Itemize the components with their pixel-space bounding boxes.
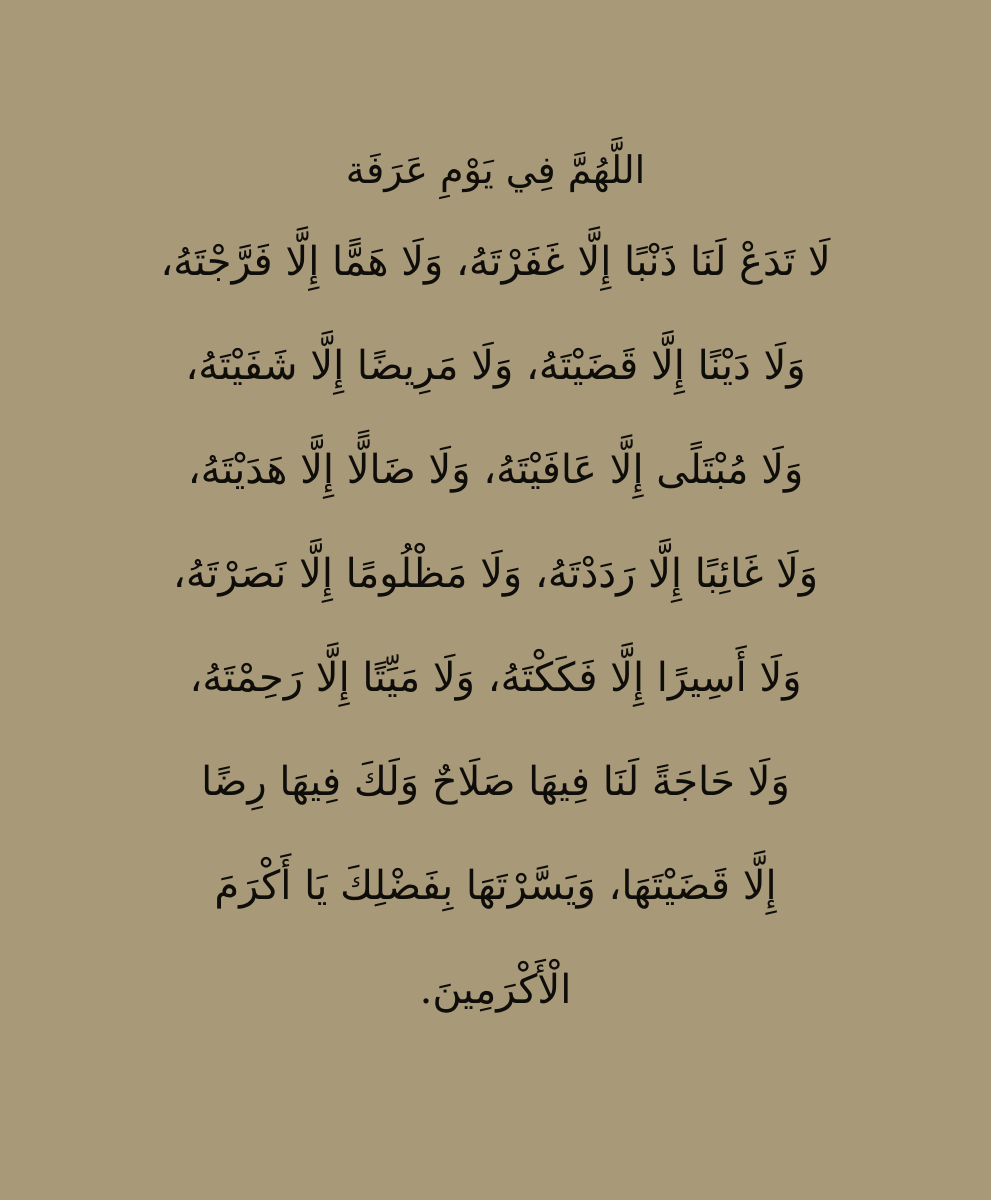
dua-text-block	[120, 140, 871, 1042]
dua-line: إِلَّا قَضَيْتَهَا، وَيَسَّرْتَهَا بِفَضْلِكَ يَا أَكْرَمَ	[214, 863, 777, 909]
dua-line: لَا تَدَعْ لَنَا ذَنْبًا إِلَّا غَفَرْتَهُ، وَلَا هَمًّا إِلَّا فَرَّجْتَهُ،	[160, 239, 831, 285]
dua-line: وَلَا أَسِيرًا إِلَّا فَكَكْتَهُ، وَلَا مَيِّتًا إِلَّا رَحِمْتَهُ،	[189, 655, 802, 701]
dua-line: وَلَا غَائِبًا إِلَّا رَدَدْتَهُ، وَلَا مَظْلُومًا إِلَّا نَصَرْتَهُ،	[172, 551, 819, 597]
dua-title: اللَّهُمَّ فِي يَوْمِ عَرَفَة	[345, 148, 646, 192]
dua-line: الْأَكْرَمِينَ.	[419, 967, 572, 1013]
dua-line: وَلَا دَيْنًا إِلَّا قَضَيْتَهُ، وَلَا مَرِيضًا إِلَّا شَفَيْتَهُ،	[185, 343, 806, 389]
dua-line: وَلَا حَاجَةً لَنَا فِيهَا صَلَاحٌ وَلَكَ فِيهَا رِضًا	[201, 759, 790, 805]
dua-line: وَلَا مُبْتَلًى إِلَّا عَافَيْتَهُ، وَلَا ضَالًّا إِلَّا هَدَيْتَهُ،	[187, 447, 804, 493]
